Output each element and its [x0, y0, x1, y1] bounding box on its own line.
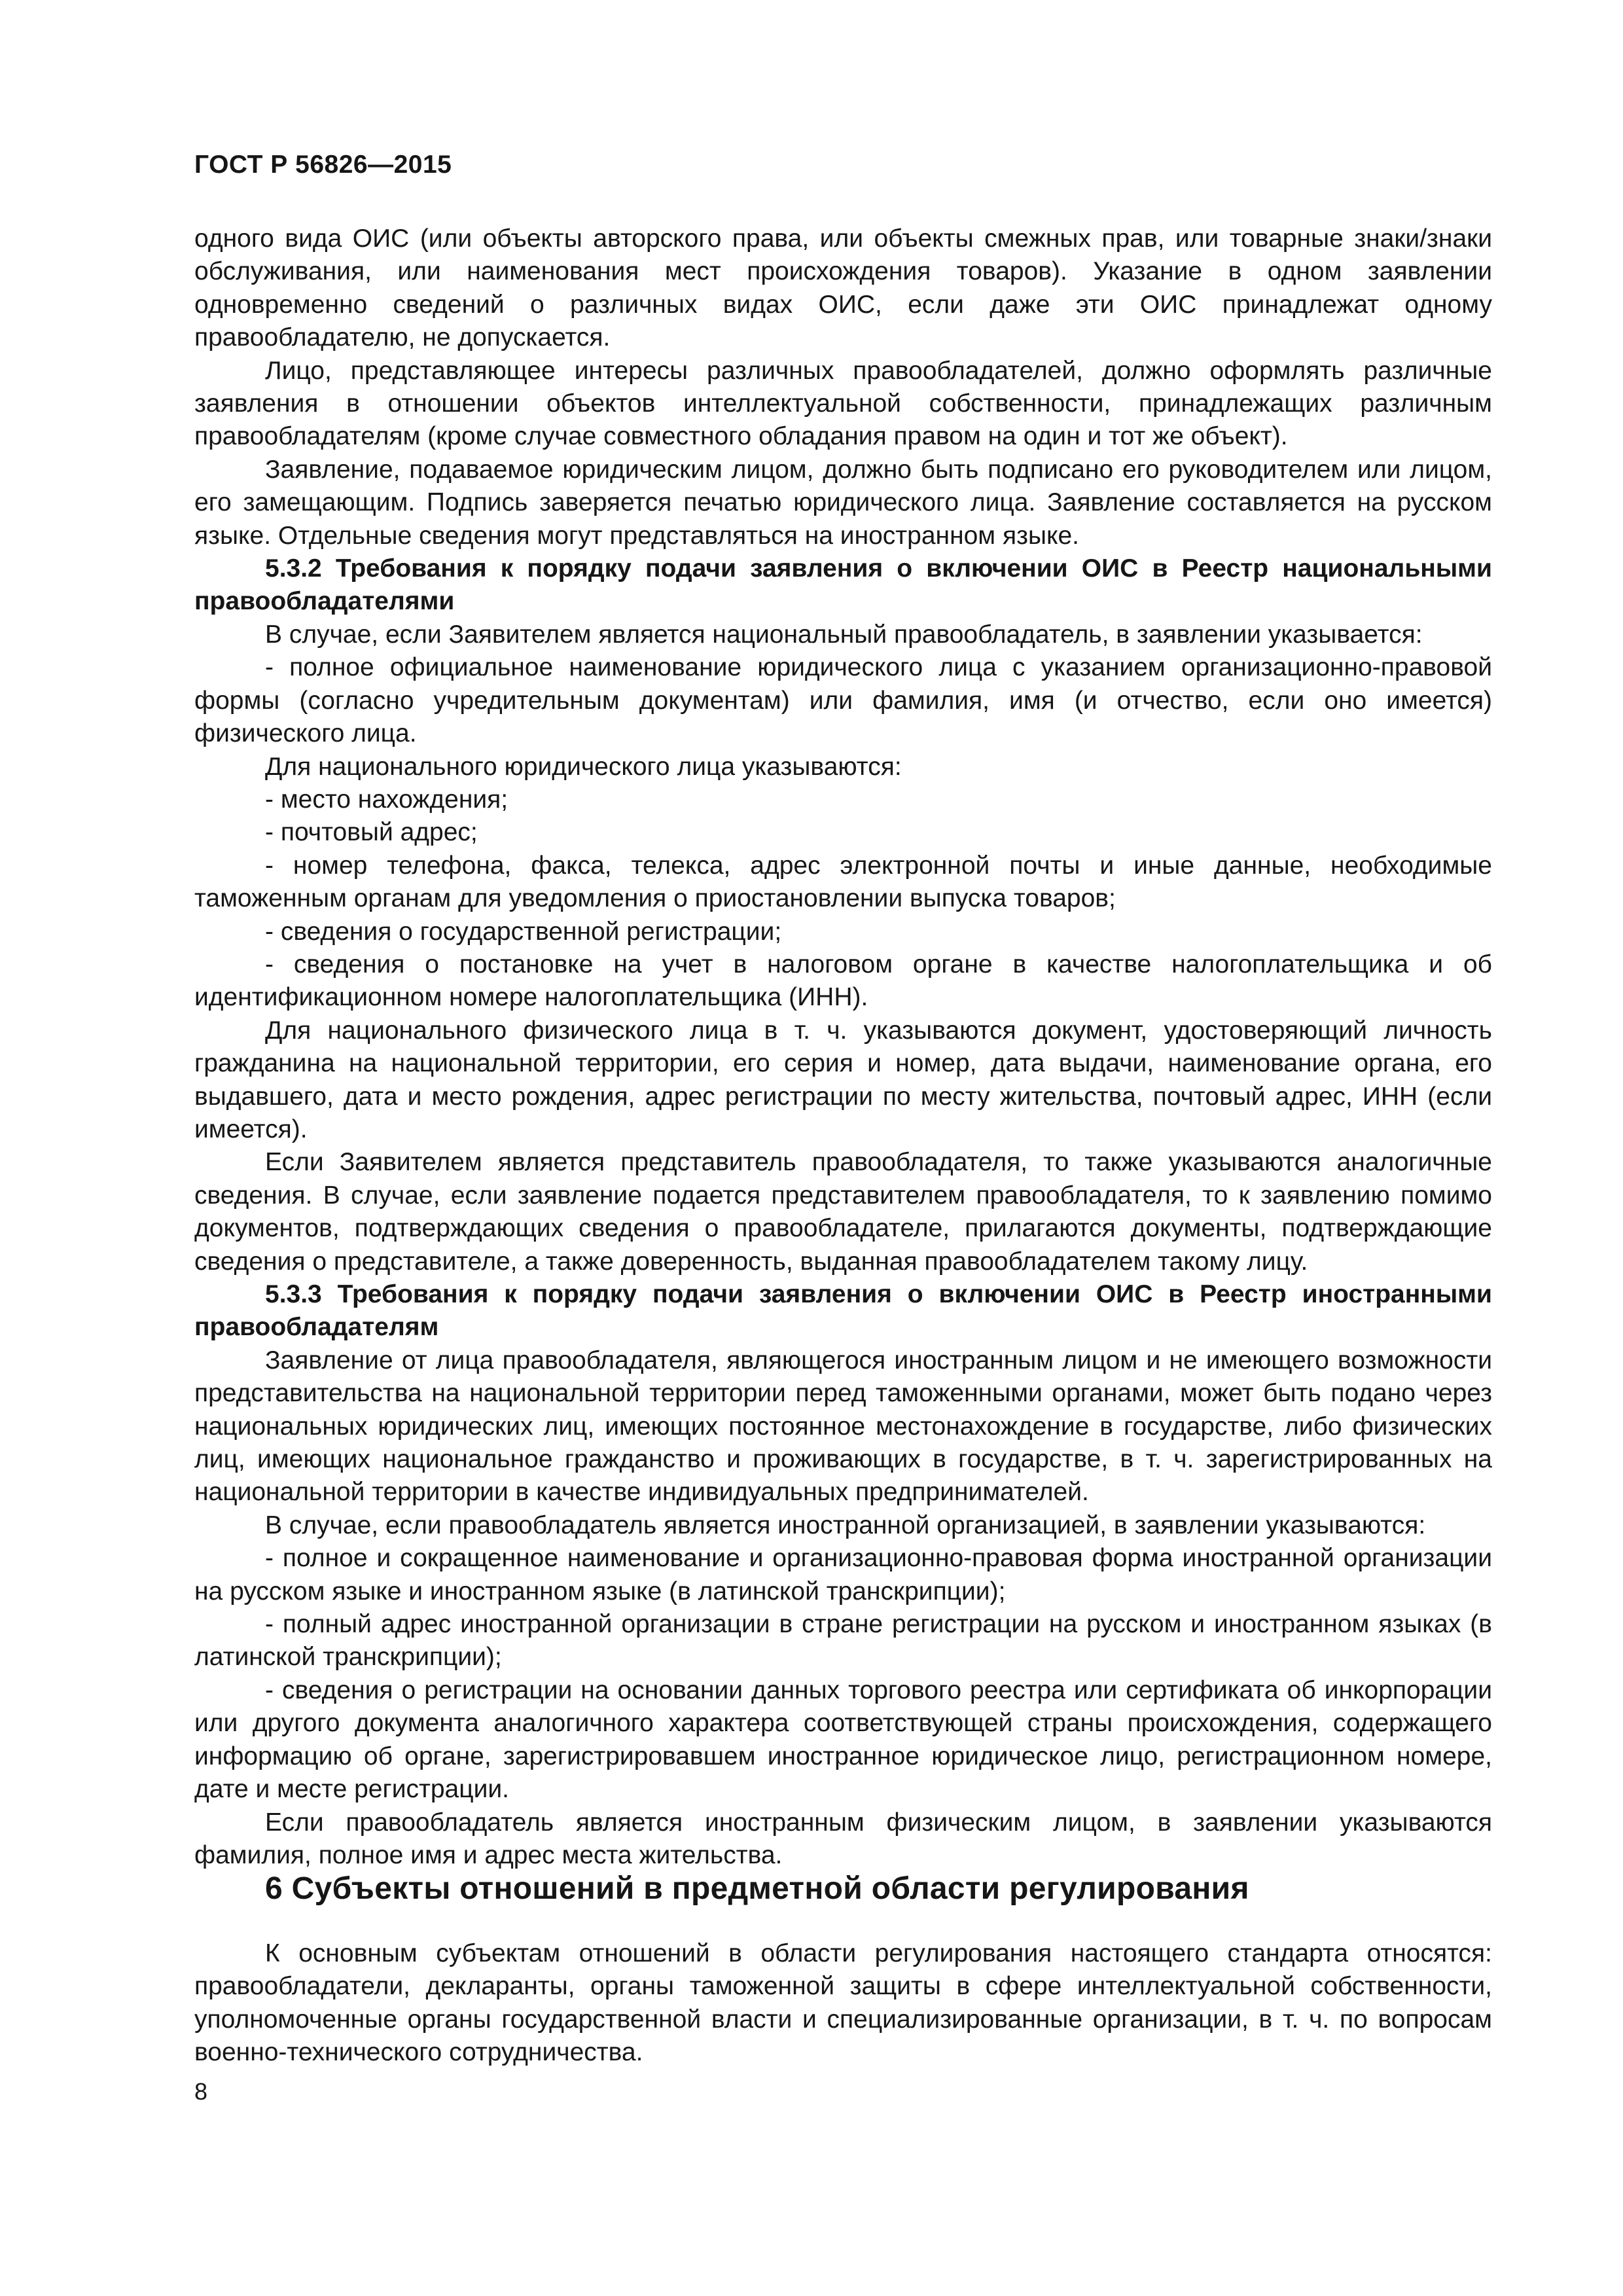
- paragraph: Если Заявителем является представитель правообладателя, то также указываются аналогичные сведения. В случае, если заявление подается представителем правообладателя, то к заявлению помимо документов, подтверждающих сведения о правообладателе, прилагаются документы, подтверждающие сведения о представителе, а также доверенность, выданная правообладателем такому лицу.: [194, 1148, 1492, 1276]
- paragraph: Лицо, представляющее интересы различных правообладателей, должно оформлять различные заявления в отношении объектов интеллектуальной собственности, принадлежащих различным правообладателям (кроме случае совместного обладания правом на один и тот же объект).: [194, 356, 1492, 451]
- paragraph: Для национального физического лица в т. ч. указываются документ, удостоверяющий личность гражданина на национальной территории, его серия и номер, дата выдачи, наименование органа, его выдавшего, дата и место рождения, адрес регистрации по месту жительства, почтовый адрес, ИНН (если имеется).: [194, 1016, 1492, 1143]
- paragraph: Заявление от лица правообладателя, являющегося иностранным лицом и не имеющего возможности представительства на национальной территории перед таможенными органами, может быть подано через национальных юридических лиц, имеющих постоянное местонахождение в государстве, либо физических лиц, имеющих национальное гражданство и проживающих в государстве, в т. ч. зарегистрированных на национальной территории в качестве индивидуальных предпринимателей.: [194, 1346, 1492, 1507]
- paragraph: В случае, если правообладатель является иностранной организацией, в заявлении указываются:: [265, 1511, 1426, 1539]
- paragraph: Если правообладатель является иностранным физическим лицом, в заявлении указываются фамилия, полное имя и адрес места жительства.: [194, 1808, 1492, 1869]
- document-body: [194, 223, 1492, 1872]
- paragraph: Заявление, подаваемое юридическим лицом, должно быть подписано его руководителем или лицом, его замещающим. Подпись заверяется печатью юридического лица. Заявление составляется на русском языке. Отдельные сведения могут представляться на иностранном языке.: [194, 455, 1492, 550]
- list-item: - полное и сокращенное наименование и организационно-правовая форма иностранной организации на русском языке и иностранном языке (в латинской транскрипции);: [194, 1544, 1492, 1605]
- list-item: - почтовый адрес;: [265, 818, 478, 847]
- subsection-heading-5-3-3: 5.3.3 Требования к порядку подачи заявления о включении ОИС в Реестр иностранными правообладателям: [194, 1280, 1492, 1342]
- paragraph: Для национального юридического лица указываются:: [265, 752, 902, 781]
- page-number: 8: [194, 2078, 208, 2105]
- section-6-body: [194, 1937, 1492, 2070]
- list-item: - полный адрес иностранной организации в стране регистрации на русском и иностранном языках (в латинской транскрипции);: [194, 1610, 1492, 1672]
- subsection-heading-5-3-2: 5.3.2 Требования к порядку подачи заявления о включении ОИС в Реестр национальными правообладателями: [194, 554, 1492, 616]
- list-item: - полное официальное наименование юридического лица с указанием организационно-правовой формы (согласно учредительным документам) или фамилия, имя (и отчество, если оно имеется) физического лица.: [194, 653, 1492, 748]
- paragraph: В случае, если Заявителем является национальный правообладатель, в заявлении указывается:: [265, 620, 1423, 649]
- list-item: - сведения о постановке на учет в налоговом органе в качестве налогоплательщика и об идентификационном номере налогоплательщика (ИНН).: [194, 950, 1492, 1012]
- document-id-header: ГОСТ Р 56826—2015: [194, 151, 452, 179]
- list-item: - номер телефона, факса, телекса, адрес электронной почты и иные данные, необходимые таможенным органам для уведомления о приостановлении выпуска товаров;: [194, 851, 1492, 913]
- list-item: - место нахождения;: [265, 785, 508, 814]
- list-item: - сведения о регистрации на основании данных торгового реестра или сертификата об инкорпорации или другого документа аналогичного характера соответствующей страны происхождения, содержащего информацию об органе, зарегистрировавшем иностранное юридическое лицо, регистрационном номере, дате и месте регистрации.: [194, 1676, 1492, 1804]
- paragraph: одного вида ОИС (или объекты авторского права, или объекты смежных прав, или товарные знаки/знаки обслуживания, или наименования мест происхождения товаров). Указание в одном заявлении одновременно сведений о различных видах ОИС, если даже эти ОИС принадлежат одному правообладателю, не допускается.: [194, 224, 1492, 352]
- list-item: - сведения о государственной регистрации;: [265, 917, 782, 946]
- paragraph: К основным субъектам отношений в области регулирования настоящего стандарта относятся: правообладатели, декларанты, органы таможенной защиты в сфере интеллектуальной собственности, уполномоченные органы государственной власти и специализированные организации, в т. ч. по вопросам военно-технического сотрудничества.: [194, 1939, 1492, 2067]
- section-6-heading: 6 Субъекты отношений в предметной области регулирования: [265, 1871, 1249, 1906]
